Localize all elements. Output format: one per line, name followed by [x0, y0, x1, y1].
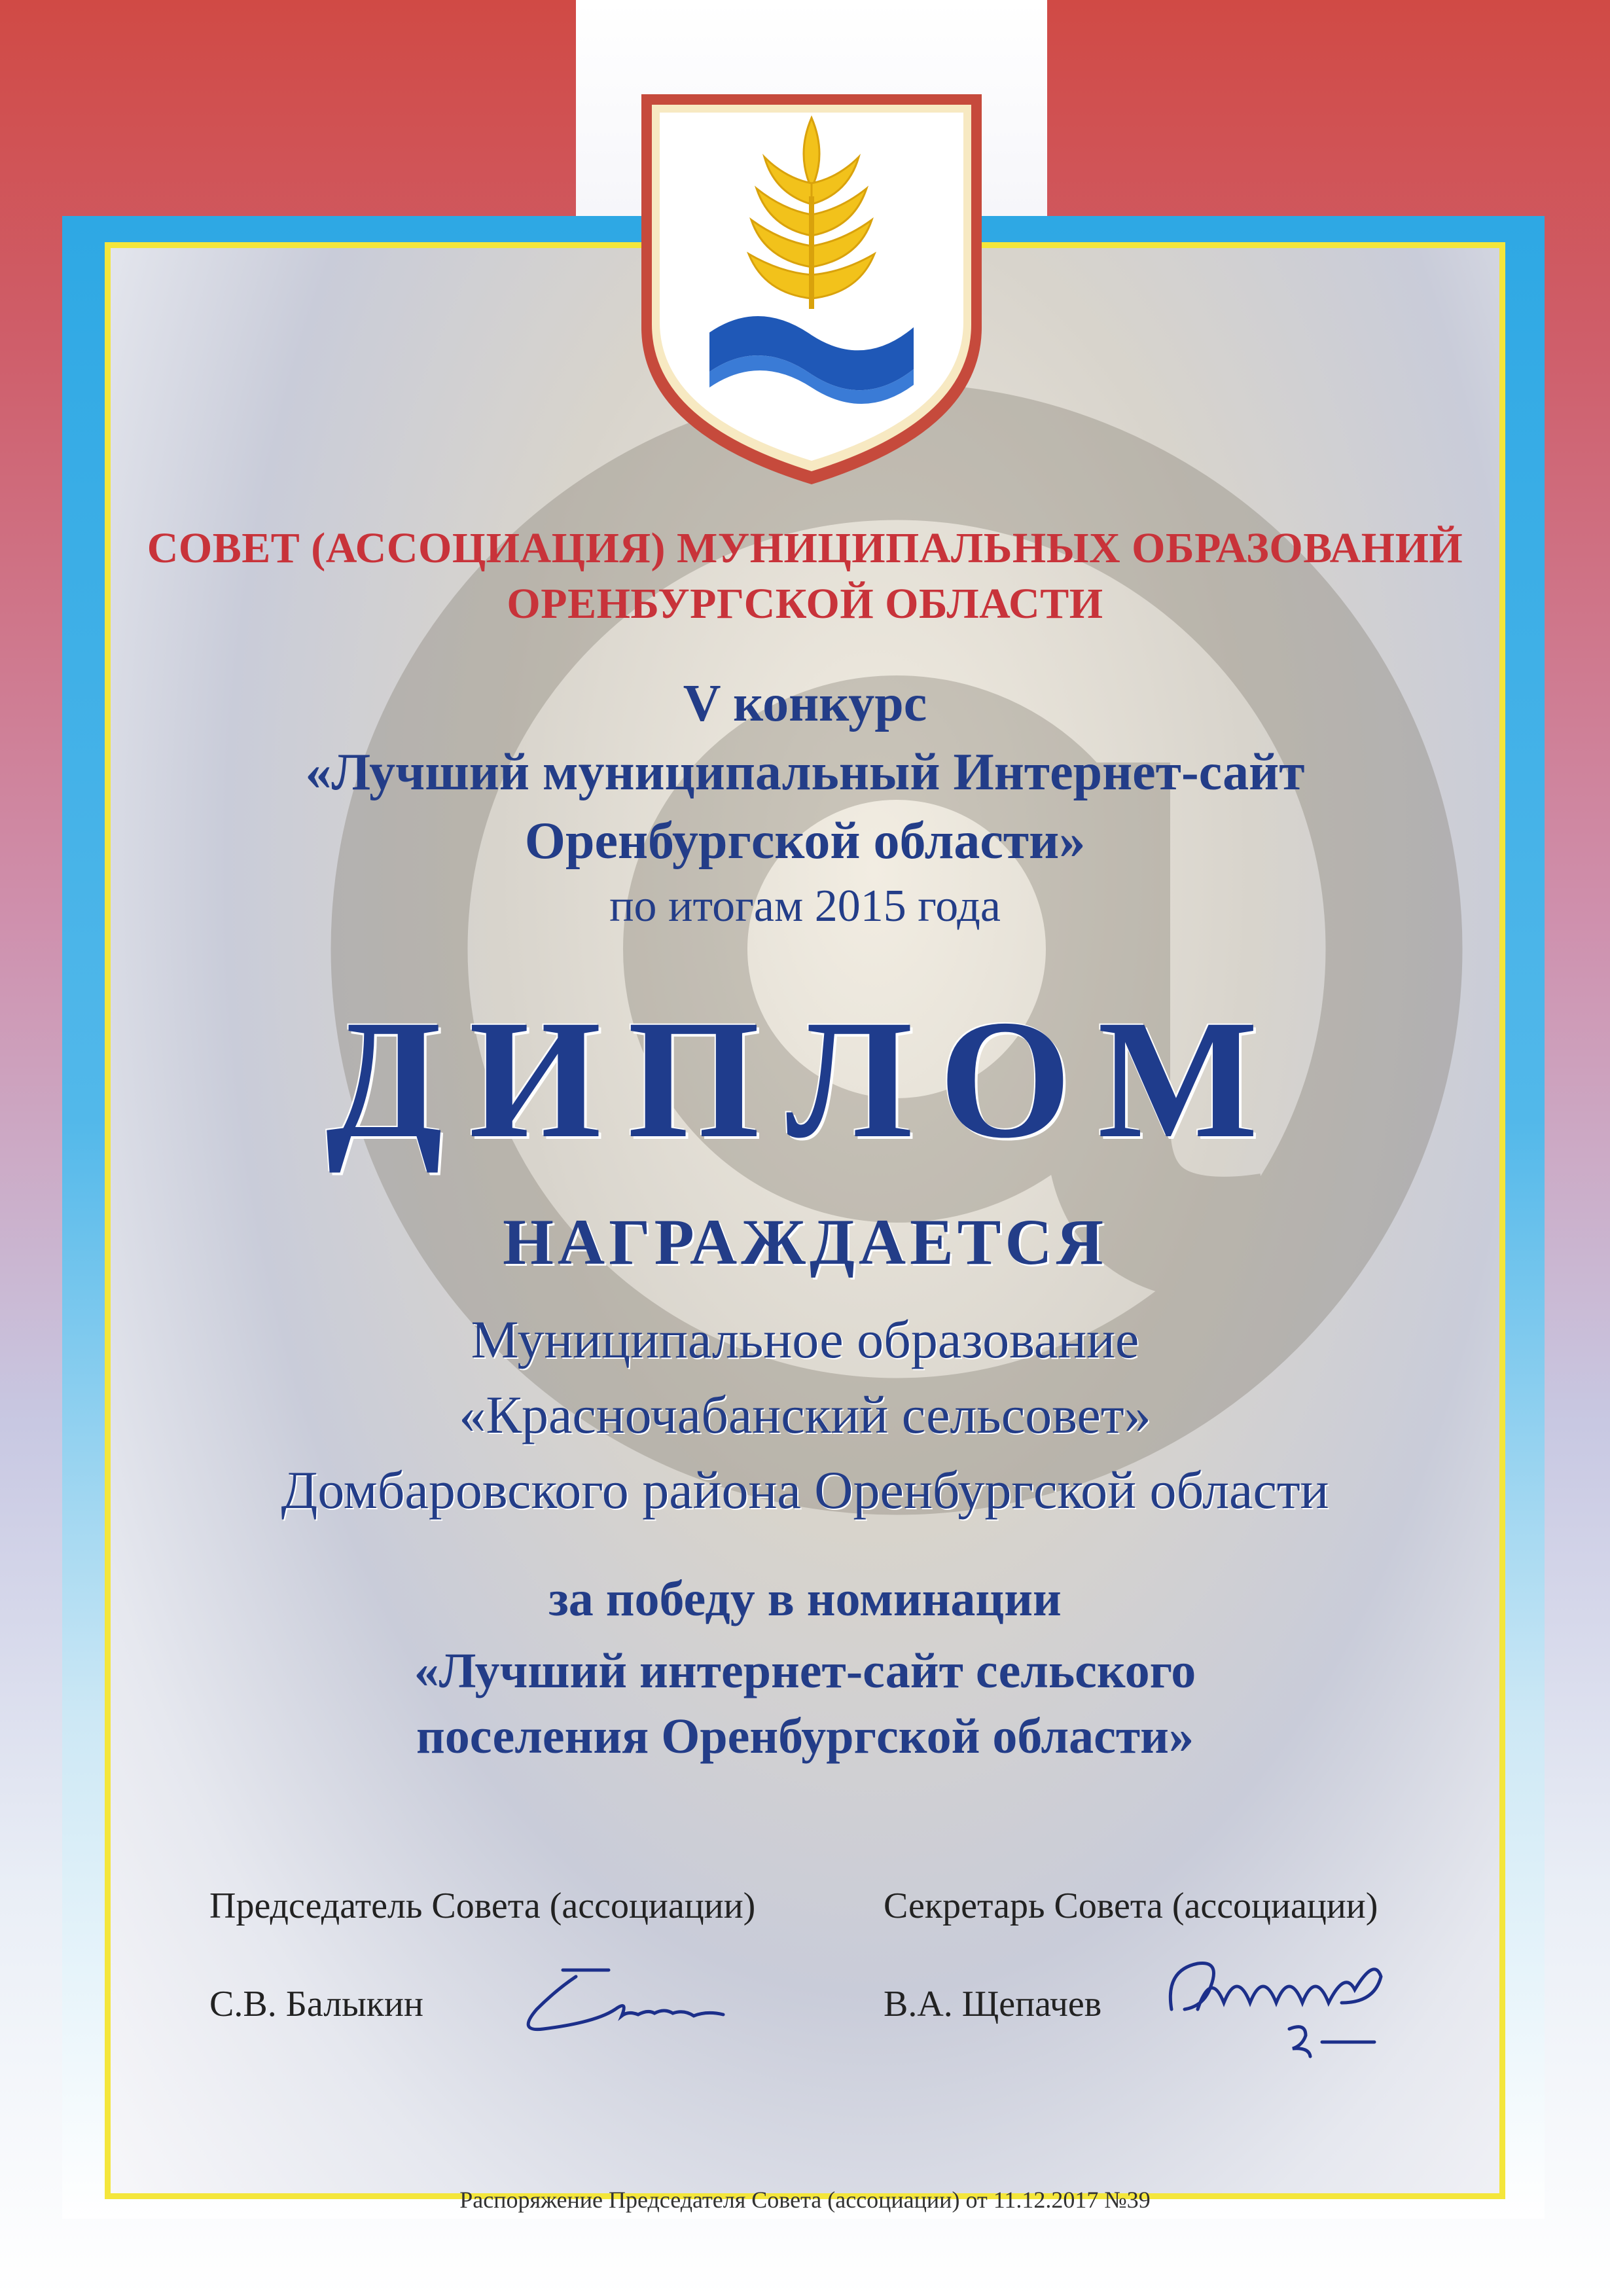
- nomination-title-line-2: поселения Оренбургской области»: [416, 1709, 1194, 1764]
- nomination-intro: за победу в номинации: [548, 1571, 1062, 1626]
- diploma-title: ДИПЛОМ: [325, 985, 1285, 1174]
- secretary-name: В.А. Щепачев: [884, 1984, 1102, 2024]
- recipient-line-3: Домбаровского района Оренбургской области: [281, 1460, 1329, 1520]
- awarded-heading: НАГРАЖДАЕТСЯ: [503, 1206, 1107, 1278]
- secretary-title: Секретарь Совета (ассоциации): [884, 1886, 1378, 1926]
- order-reference: Распоряжение Председателя Совета (ассоциации) от 11.12.2017 №39: [459, 2187, 1151, 2213]
- contest-title-line-1: «Лучший муниципальный Интернет-сайт: [305, 744, 1305, 801]
- chair-name: С.В. Балыкин: [209, 1984, 423, 2024]
- recipient-line-1: Муниципальное образование: [471, 1310, 1139, 1369]
- chair-signature: [497, 1950, 746, 2049]
- organization-line-1: СОВЕТ (АССОЦИАЦИЯ) МУНИЦИПАЛЬНЫХ ОБРАЗОВАНИЙ: [147, 524, 1463, 572]
- wheat-wave-coat-of-arms-icon: [628, 79, 995, 497]
- nomination-title-line-1: «Лучший интернет-сайт сельского: [414, 1643, 1196, 1698]
- contest-number: V конкурс: [683, 675, 927, 732]
- contest-title-line-2: Оренбургской области»: [524, 812, 1086, 870]
- chair-title: Председатель Совета (ассоциации): [209, 1886, 756, 1926]
- recipient-line-2: «Красночабанский сельсовет»: [459, 1385, 1151, 1444]
- organization-line-2: ОРЕНБУРГСКОЙ ОБЛАСТИ: [507, 580, 1103, 628]
- contest-year: по итогам 2015 года: [609, 881, 1001, 931]
- secretary-signature: [1158, 1931, 1394, 2062]
